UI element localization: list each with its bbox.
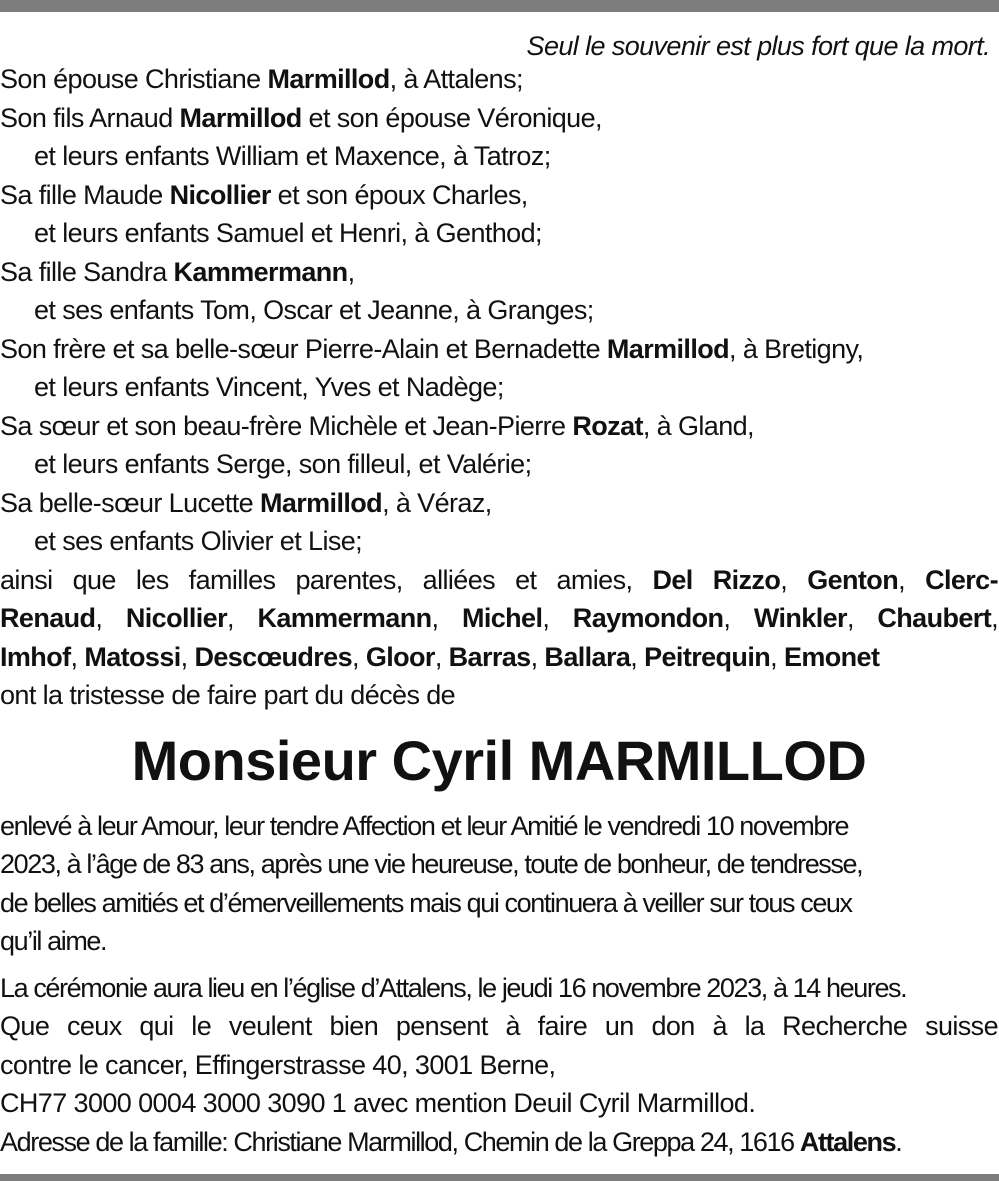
family-address: Adresse de la famille: Christiane Marmillod, Chemin de la Greppa 24, 1616 Attalens. [0,1126,902,1157]
family-line-5: Sa fille Sandra Kammermann, [0,256,355,287]
family-line-7: Son frère et sa belle-sœur Pierre-Alain et Bernadette Marmillod, à Bretigny, [0,333,864,364]
relatives-line-2: Renaud, Nicollier, Kammermann, Michel, Raymondon, Winkler, Chaubert, [0,603,998,633]
family-line-12: et ses enfants Olivier et Lise; [34,526,363,556]
family-line-11: Sa belle-sœur Lucette Marmillod, à Véraz, [0,487,492,518]
tribute-line-3: qu’il aime. [0,926,107,956]
family-line-4: et leurs enfants Samuel et Henri, à Genthod; [34,218,542,248]
donation-line-0: Que ceux qui le veulent bien pensent à faire un don à la Recherche suisse [0,1011,998,1041]
obituary-notice [0,14,998,1161]
tribute-paragraph [0,807,998,961]
relatives-line-3: Imhof, Matossi, Descœudres, Gloor, Barras, Ballara, Peitrequin, Emonet [0,641,880,672]
epigraph: Seul le souvenir est plus fort que la mort. [526,31,990,61]
tribute-line-0: enlevé à leur Amour, leur tendre Affection et leur Amitié le vendredi 10 novembre [0,810,849,841]
ceremony-line: La cérémonie aura lieu en l’église d’Attalens, le jeudi 16 novembre 2023, à 14 heures. [0,972,907,1003]
deceased-name: Monsieur Cyril MARMILLOD [131,728,867,792]
donation-line-1: contre le cancer, Effingerstrasse 40, 3001 Berne, [0,1049,556,1080]
family-line-2: et leurs enfants William et Maxence, à Tatroz; [34,141,551,171]
paragraph-gap [0,961,998,969]
family-line-1: Son fils Arnaud Marmillod et son épouse Véronique, [0,102,602,133]
family-line-10: et leurs enfants Serge, son filleul, et Valérie; [34,449,532,479]
top-rule [0,0,999,12]
donation-paragraph [0,1007,998,1123]
tribute-line-2: de belles amitiés et d’émerveillements mais qui continuera à veiller sur tous ceux [0,887,852,918]
family-line-3: Sa fille Maude Nicollier et son époux Charles, [0,179,528,210]
relatives-paragraph [0,561,998,715]
donation-line-2: CH77 3000 0004 3000 3090 1 avec mention Deuil Cyril Marmillod. [0,1088,756,1118]
tribute-line-1: 2023, à l’âge de 83 ans, après une vie heureuse, toute de bonheur, de tendresse, [0,849,863,879]
family-line-8: et leurs enfants Vincent, Yves et Nadège; [34,372,504,402]
family-line-9: Sa sœur et son beau-frère Michèle et Jean-Pierre Rozat, à Gland, [0,410,754,441]
announcement-line: ont la tristesse de faire part du décès de [0,680,456,710]
family-line-0: Son épouse Christiane Marmillod, à Attalens; [0,64,523,94]
relatives-line-1: ainsi que les familles parentes, alliées et amies, Del Rizzo, Genton, Clerc- [0,564,998,595]
bottom-rule [0,1174,999,1181]
family-line-6: et ses enfants Tom, Oscar et Jeanne, à Granges; [34,295,594,325]
family-list [0,60,998,561]
